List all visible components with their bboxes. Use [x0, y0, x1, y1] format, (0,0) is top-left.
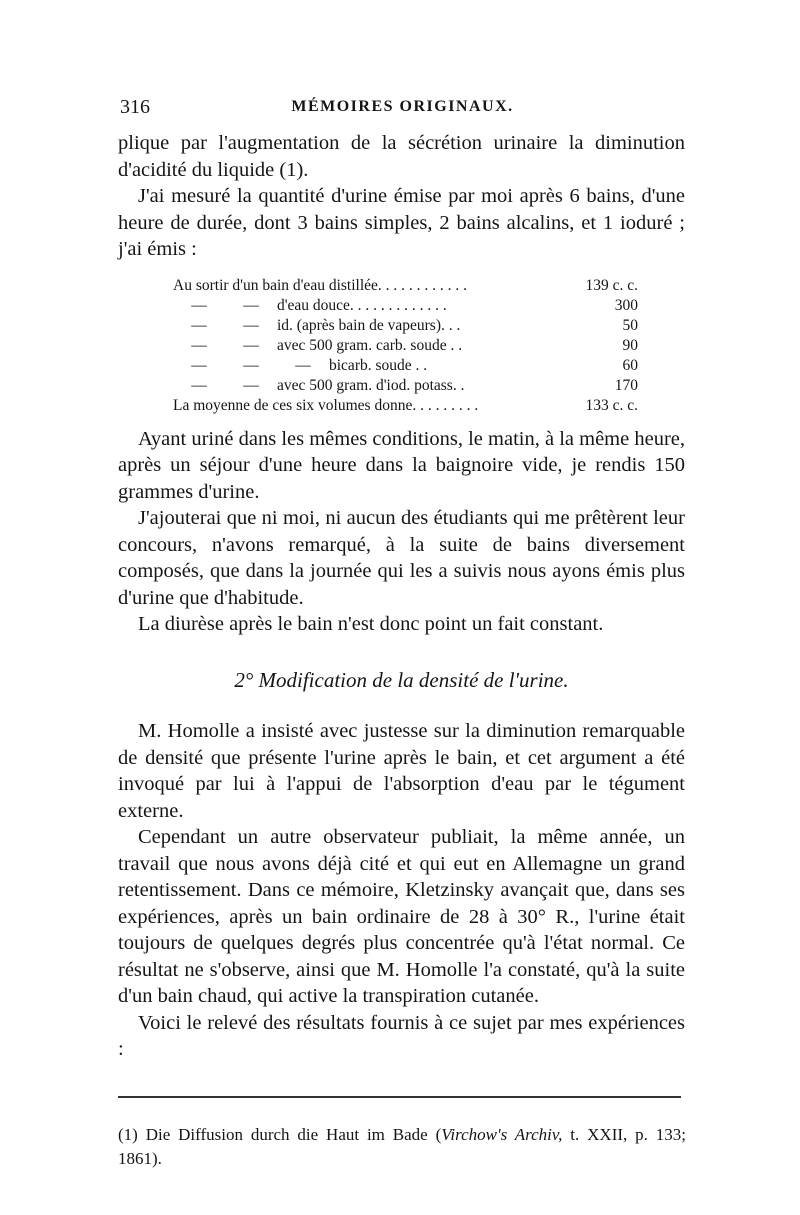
ditto-dash: — [243, 376, 259, 394]
measurement-text: d'eau douce. . . . . . . . . . . . . [277, 296, 447, 314]
measurement-average-row [173, 396, 638, 416]
page-header [120, 96, 685, 120]
measurement-row [173, 316, 638, 336]
measurement-value: 139 c. c. [585, 276, 638, 294]
page-number: 316 [120, 96, 150, 118]
ditto-dash: — [243, 316, 259, 334]
measurement-average-value: 133 c. c. [585, 396, 638, 414]
measurement-label [173, 336, 570, 356]
measurement-label [173, 356, 570, 376]
paragraph-homolle: M. Homolle a insisté avec justesse sur la diminution remarquable de densité que présente l'urine après le bain, et cet argument a été invoqué par lui à l'appui de l'absorption d'eau par le tégument externe. [118, 720, 685, 822]
running-head: MÉMOIRES ORIGINAUX. [291, 98, 514, 115]
measurement-value: 170 [614, 376, 638, 394]
paragraph-kletzinsky: Cependant un autre observateur publiait, la même année, un travail que nous avons déjà cité et qui eut en Allemagne un grand retentissement. Dans ce mémoire, Kletzinsky avançait que, dans ses expériences, après un bain ordinaire de 28 à 30° R., l'urine était toujours de quelques degrés plus concentrée qu'à l'état normal. Ce résultat ne s'observe, ainsi que M. Homolle l'a constaté, qu'à la suite d'un bain chaud, qui active la transpiration cutanée. [118, 826, 685, 1007]
footnote-citation: Virchow's Archiv, [441, 1125, 563, 1144]
measurement-row [173, 376, 638, 396]
measurement-value: 50 [622, 316, 638, 334]
measurement-value: 300 [614, 296, 638, 314]
measurement-row [173, 296, 638, 316]
ditto-dash: — [243, 296, 259, 314]
measurement-row [173, 356, 638, 376]
paragraph-control-result: Ayant uriné dans les mêmes conditions, le matin, à la même heure, après un séjour d'une heure dans la baignoire vide, je rendis 150 grammes d'urine. [118, 427, 685, 503]
ditto-dash: — [243, 336, 259, 354]
paragraph-continuation: plique par l'augmentation de la sécrétion urinaire la diminution d'acidité du liquide (1). [118, 132, 685, 181]
measurement-text: avec 500 gram. carb. soude . . [277, 336, 463, 354]
paragraph-measurement-intro: J'ai mesuré la quantité d'urine émise par moi après 6 bains, d'une heure de durée, dont 3 bains simples, 2 bains alcalins, et 1 ioduré ; j'ai émis : [118, 185, 685, 260]
ditto-dash: — [295, 356, 311, 374]
paragraph-observations: J'ajouterai que ni moi, ni aucun des étudiants qui me prêtèrent leur concours, n'avons remarqué, à la suite de bains diversement composés, que dans la journée qui les a suivis nous ayons émis plus d'urine que d'habitude. [118, 507, 685, 609]
measurement-label [173, 376, 570, 396]
measurement-value: 60 [622, 356, 638, 374]
ditto-dash: — [243, 356, 259, 374]
ditto-dash: — [191, 336, 207, 354]
measurement-table [173, 276, 638, 416]
measurement-text: bicarb. soude . . [329, 356, 428, 374]
measurement-average-label: La moyenne de ces six volumes donne. . . . . . . . . [173, 396, 479, 414]
paragraph-conclusion: La diurèse après le bain n'est donc point un fait constant. [138, 613, 604, 635]
measurement-label [173, 316, 570, 336]
measurement-value: 90 [622, 336, 638, 354]
ditto-dash: — [191, 356, 207, 374]
main-text [118, 130, 685, 1063]
footnote-rule [118, 1096, 681, 1098]
ditto-dash: — [191, 376, 207, 394]
measurement-text: avec 500 gram. d'iod. potass. . [277, 376, 465, 394]
footnote-reference: t. XXII, p. 133; 1861). [118, 1125, 686, 1168]
ditto-dash: — [191, 296, 207, 314]
measurement-label: Au sortir d'un bain d'eau distillée. . . . . . . . . . . . [173, 276, 468, 294]
measurement-row [173, 276, 638, 296]
measurement-row [173, 336, 638, 356]
section-heading: 2° Modification de la densité de l'urine. [234, 667, 569, 692]
footnote-text: (1) Die Diffusion durch die Haut im Bade ( [118, 1125, 442, 1144]
measurement-label [173, 296, 570, 316]
footnote [118, 1123, 686, 1171]
ditto-dash: — [191, 316, 207, 334]
paragraph-results-intro: Voici le relevé des résultats fournis à ce sujet par mes expériences : [118, 1011, 685, 1060]
measurement-text: id. (après bain de vapeurs). . . [277, 316, 461, 334]
